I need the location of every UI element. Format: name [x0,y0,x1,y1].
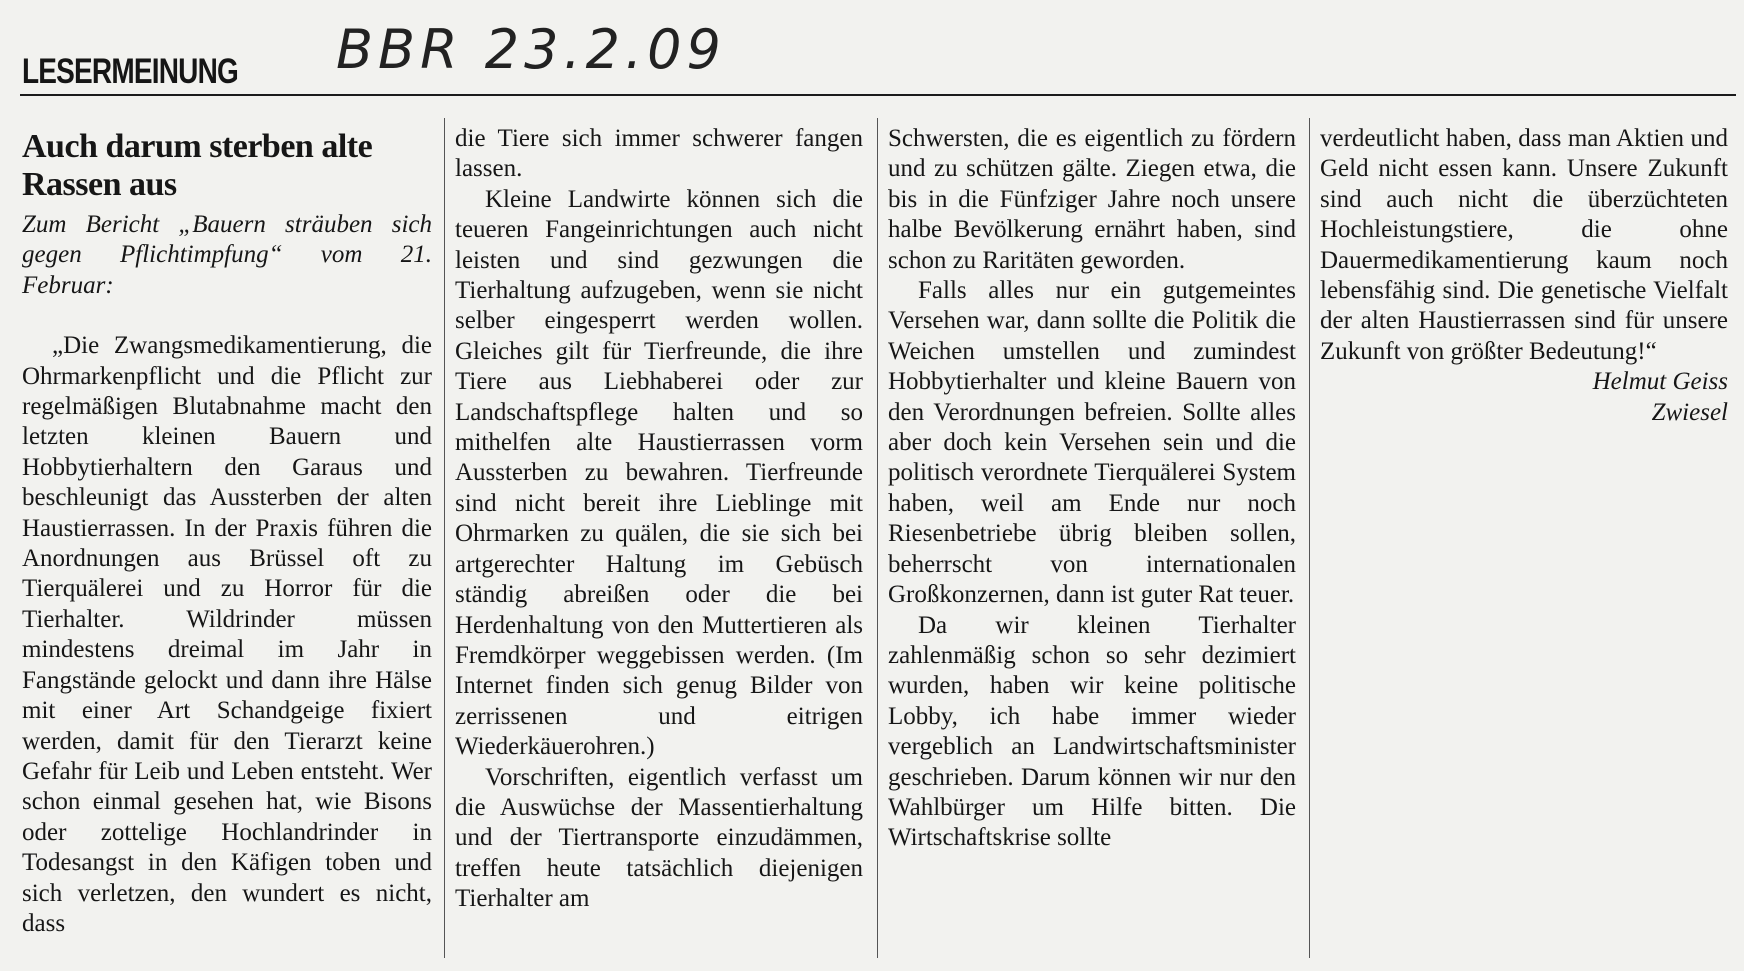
article-column-1 [22,128,432,939]
column-divider [1309,118,1310,958]
paragraph: Schwersten, die es eigentlich zu fördern und zu schützen gälte. Ziegen etwa, die bis in die Fünfziger Jahre noch unsere halbe Bevölkerung ernährt haben, sind schon zu Raritäten geworden. [888,125,1296,274]
column-divider [877,118,878,958]
handwritten-date-note: BBR 23.2.09 [336,18,726,81]
paragraph: Vorschriften, eigentlich verfasst um die Auswüchse der Massentierhaltung und der Tiertransporte einzudämmen, treffen heute tatsächlich diejenigen Tierhalter am [455,763,863,913]
paragraph: Da wir kleinen Tierhalter zahlenmäßig schon so sehr dezimiert wurden, haben wir keine politische Lobby, ich habe immer wieder vergeblich an Landwirtschaftsminister geschrieben. Darum können wir nur den Wahlbürger um Hilfe bitten. Die Wirtschaftskrise sollte [888,611,1296,852]
paragraph: Falls alles nur ein gutgemeintes Versehen war, dann sollte die Politik die Weichen umstellen und zumindest Hobbytierhalter und kleine Bauern von den Verordnungen befreien. Sollte alles aber doch kein Versehen sein und die politisch verordnete Tierquälerei System haben, weil am Ende nur noch Riesenbetriebe übrig bleiben sollen, beherrscht von internationalen Großkonzernen, dann ist guter Rat teuer. [888,277,1296,609]
section-label: LESERMEINUNG [22,52,238,91]
author-location: Zwiesel [1651,398,1728,426]
article-column-3 [888,124,1296,854]
article-subheadline: Zum Bericht „Bauern sträuben sich gegen Pflichtimpfung“ vom 21. Februar: [22,211,432,299]
paragraph: die Tiere sich immer schwerer fangen lassen. [455,125,863,183]
paragraph: verdeutlicht haben, dass man Aktien und Geld nicht essen kann. Unsere Zukunft sind auch nicht die überzüchteten Hochleistungstiere, die ohne Dauermedikamentierung kaum noch lebensfähig sind. Die genetische Vielfalt der alten Haustierrassen sind für unsere Zukunft von größter Bedeutung!“ [1320,125,1728,365]
header-rule [20,94,1736,96]
column-divider [444,118,445,958]
article-headline: Auch darum sterben alte Rassen aus [22,128,373,203]
article-column-2 [455,124,863,915]
paragraph: Kleine Landwirte können sich die teueren Fangeinrichtungen auch nicht leisten und sind gezwungen die Tierhaltung aufzugeben, wenn sie nicht selber eingesperrt werden wollen. Gleiches gilt für Tierfreunde, die ihre Tiere aus Liebhaberei oder zur Landschaftspflege halten und so mithelfen alte Haustierrassen vorm Aussterben zu bewahren. Tierfreunde sind nicht bereit ihre Lieblinge mit Ohrmarken zu quälen, die sie sich bei artgerechter Haltung im Gebüsch ständig abreißen oder die bei Herdenhaltung von den Muttertieren als Fremdkörper weggebissen werden. (Im Internet finden sich genug Bilder von zerrissenen und eitrigen Wiederkäuerohren.) [455,185,863,761]
article-column-4 [1320,124,1728,428]
author-name: Helmut Geiss [1592,368,1728,396]
paragraph: „Die Zwangsmedikamentierung, die Ohrmarkenpflicht und die Pflicht zur regelmäßigen Blutabnahme macht den letzten kleinen Bauern und Hobbytierhaltern den Garaus und beschleunigt das Aussterben der alten Haustierrassen. In der Praxis führen die Anordnungen aus Brüssel oft zu Tierquälerei und zu Horror für die Tierhalter. Wildrinder müssen mindestens dreimal im Jahr in Fangstände gelockt und dann ihre Hälse mit einer Art Schandgeige fixiert werden, damit für den Tierarzt keine Gefahr für Leib und Leben entsteht. Wer schon einmal gesehen hat, wie Bisons oder zottelige Hochlandrinder in Todesangst in den Käfigen toben und sich verletzen, den wundert es nicht, dass [22,332,432,937]
